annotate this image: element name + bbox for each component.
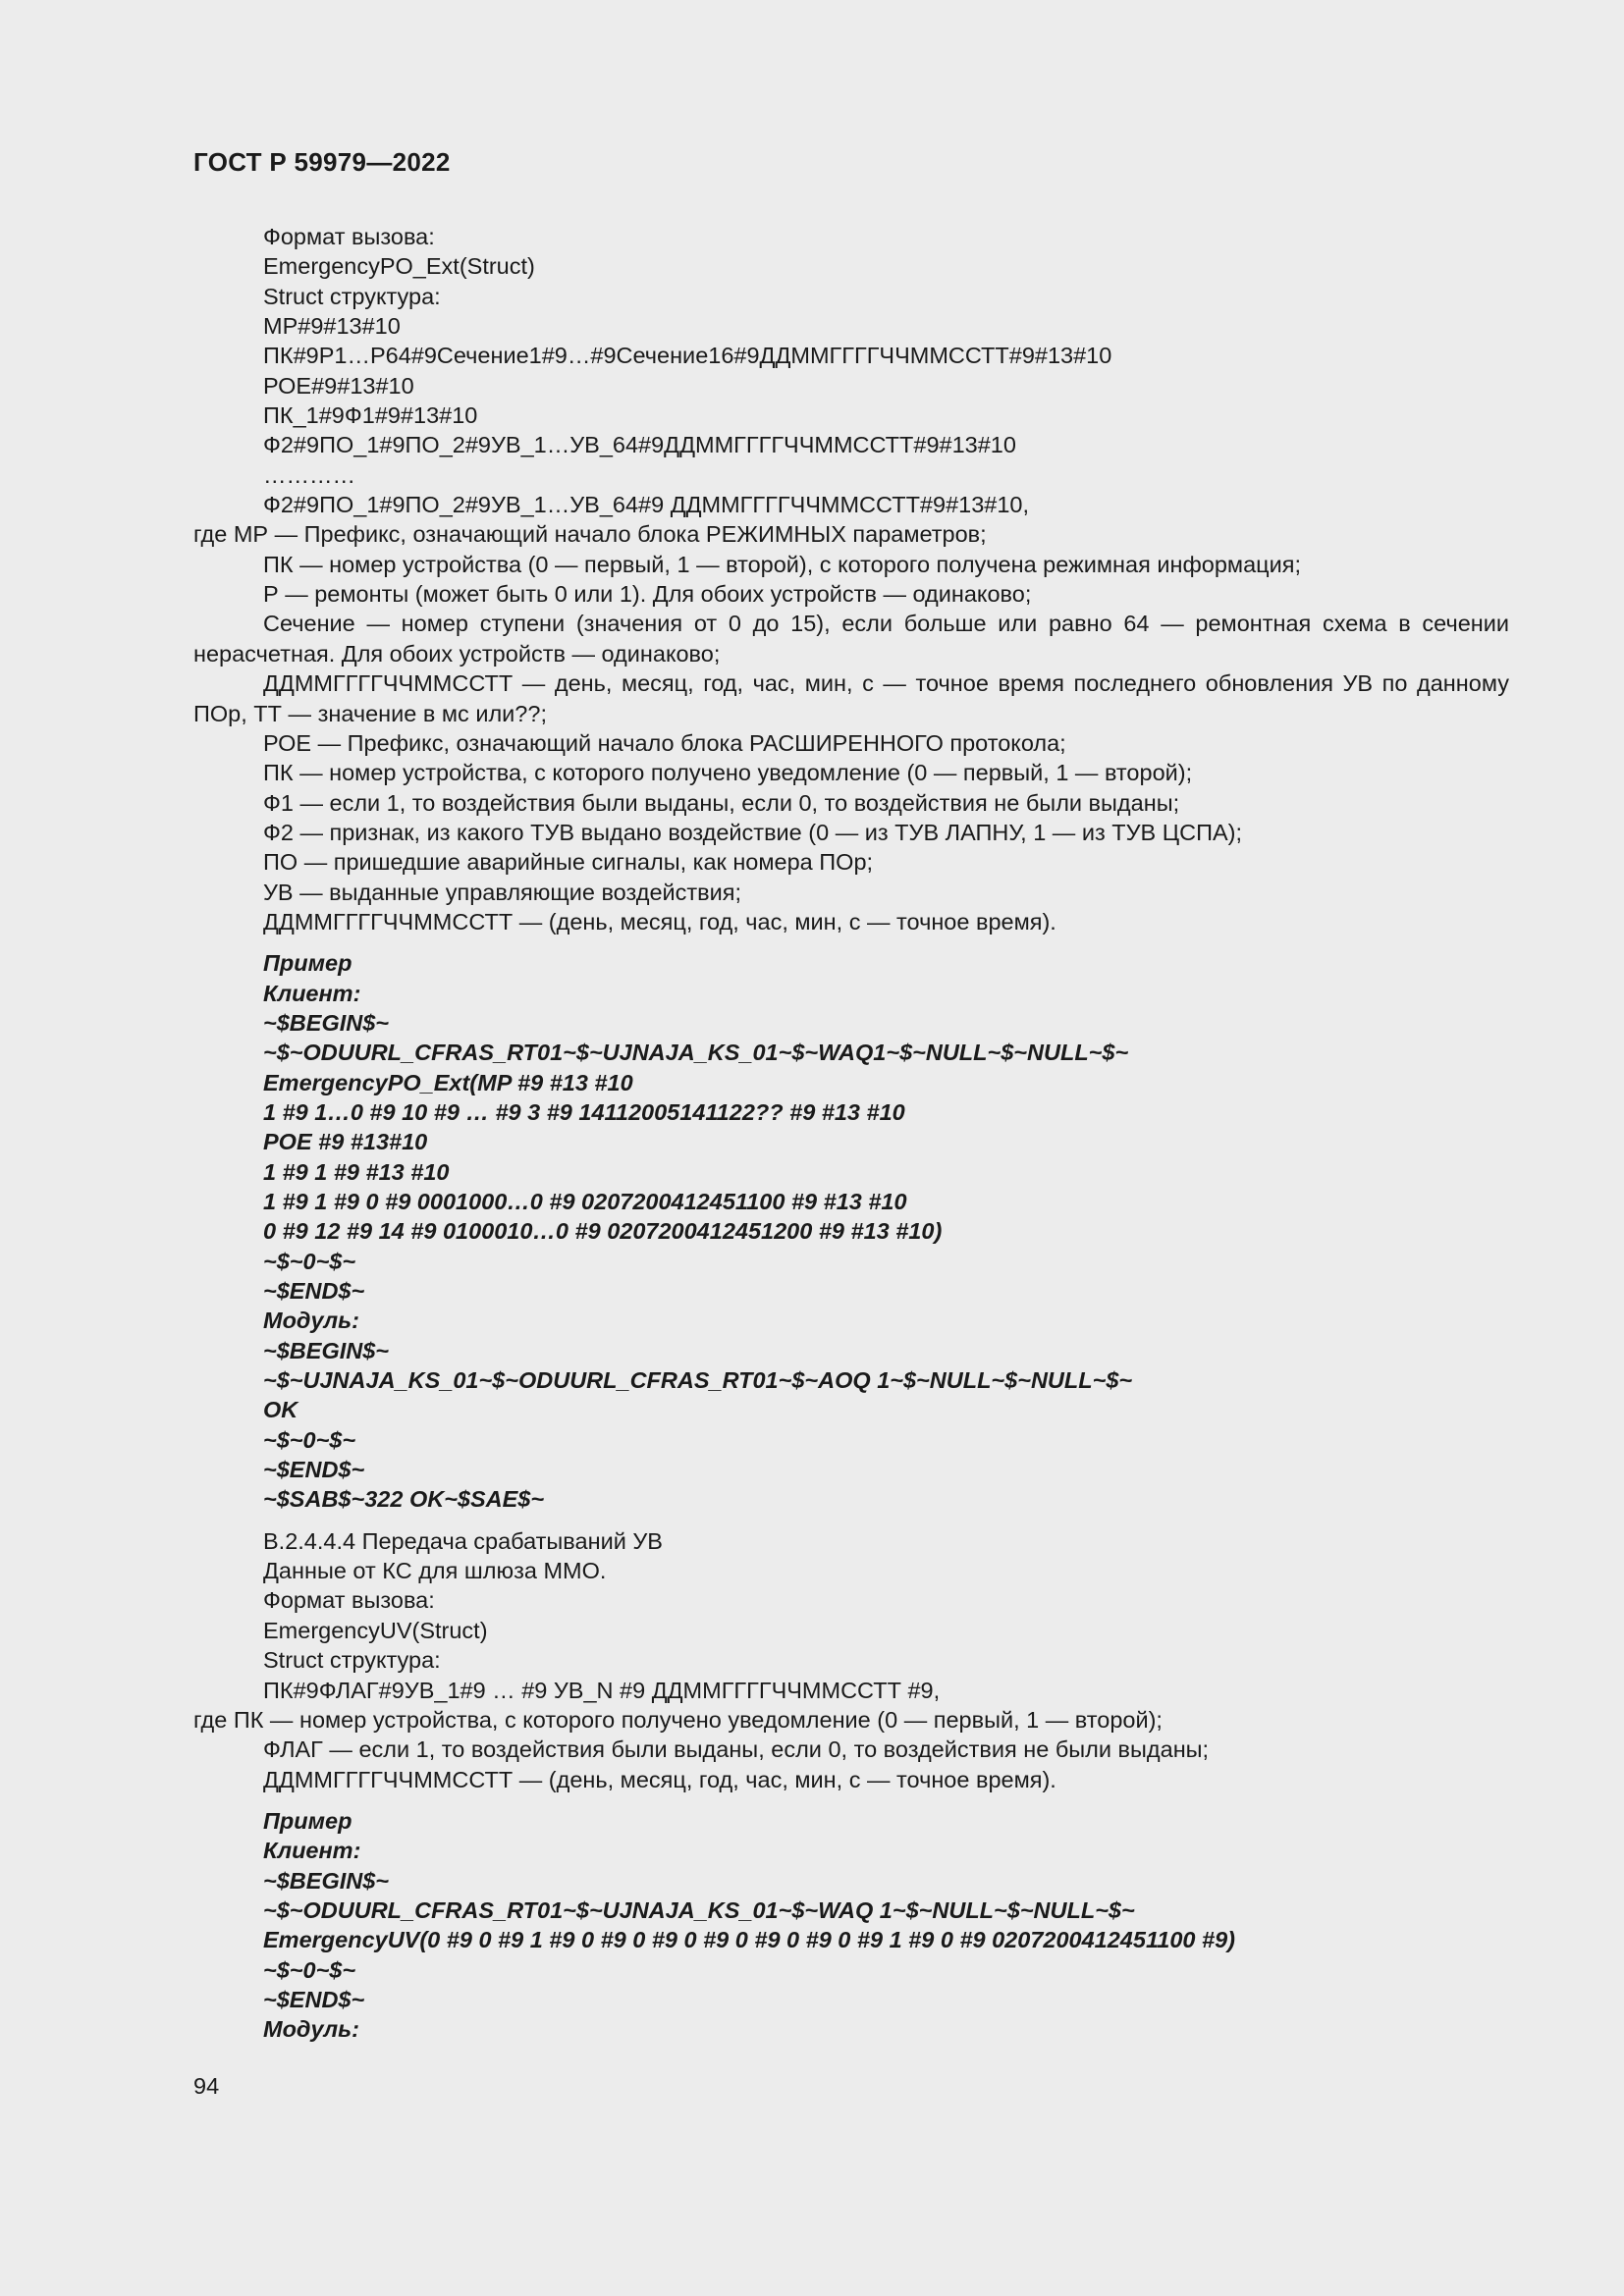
example-line: ~$END$~ [263, 1457, 365, 1483]
page-number: 94 [193, 2073, 220, 2099]
text-line: ПК#9Р1…Р64#9Сечение1#9…#9Сечение16#9ДДММГГГГЧЧММССТТ#9#13#10 [263, 343, 1112, 369]
definition-paragraph: ДДММГГГГЧЧММССТТ — день, месяц, год, час, мин, с — точное время последнего обновления УВ по данному ПОр, ТТ — значение в мс или??; [193, 670, 1509, 726]
example-line: Клиент: [263, 1838, 361, 1864]
example-line: ~$BEGIN$~ [263, 1337, 390, 1363]
definition-line: Р — ремонты (может быть 0 или 1). Для обоих устройств — одинаково; [263, 581, 1032, 608]
definition-paragraph: Сечение — номер ступени (значения от 0 до 15), если больше или равно 64 — ремонтная схема в сечении нерасчетная. Для обоих устройств — одинаково; [193, 611, 1509, 667]
example-line: OK [263, 1397, 298, 1423]
example-line: Модуль: [263, 1308, 359, 1334]
where-line: где ПК — номер устройства, с которого получено уведомление (0 — первый, 1 — второй); [193, 1706, 1163, 1733]
page-header-title: ГОСТ Р 59979—2022 [193, 147, 451, 177]
page-content [193, 222, 1509, 2045]
definition-line: ПО — пришедшие аварийные сигналы, как номера ПОр; [263, 849, 874, 876]
example-line: ~$~0~$~ [263, 1426, 356, 1453]
example-line: EmergencyPO_Ext(MP #9 #13 #10 [263, 1069, 633, 1095]
example-line: ~$SAB$~322 OK~$SAE$~ [263, 1486, 545, 1513]
section-heading: В.2.4.4.4 Передача срабатываний УВ [263, 1527, 663, 1554]
definition-line: ДДММГГГГЧЧММССТТ — (день, месяц, год, час, мин, с — точное время). [263, 908, 1056, 934]
example-line: Клиент: [263, 980, 361, 1006]
definition-line: ПК — номер устройства (0 — первый, 1 — второй), с которого получена режимная информация; [263, 551, 1301, 577]
example-line: 0 #9 12 #9 14 #9 0100010…0 #9 0207200412451200 #9 #13 #10) [263, 1218, 943, 1245]
text-line: EmergencyUV(Struct) [263, 1617, 488, 1643]
example-line: ~$END$~ [263, 1986, 365, 2012]
example-line: 1 #9 1 #9 0 #9 0001000…0 #9 0207200412451100 #9 #13 #10 [263, 1189, 907, 1214]
text-line: ПК_1#9Ф1#9#13#10 [263, 402, 478, 429]
definition-line: УВ — выданные управляющие воздействия; [263, 879, 742, 905]
definition-line: Ф2 — признак, из какого ТУВ выдано воздействие (0 — из ТУВ ЛАПНУ, 1 — из ТУВ ЦСПА); [263, 819, 1243, 845]
example-line: ~$~ODUURL_CFRAS_RT01~$~UJNAJA_KS_01~$~WAQ1~$~NULL~$~NULL~$~ [263, 1040, 1129, 1066]
text-line: Struct структура: [263, 283, 441, 309]
example-line: Пример [263, 1807, 352, 1834]
example-line: 1 #9 1 #9 #13 #10 [263, 1158, 450, 1185]
text-line: Struct структура: [263, 1647, 441, 1674]
example-line: POE #9 #13#10 [263, 1129, 428, 1155]
example-line: ~$BEGIN$~ [263, 1009, 390, 1036]
where-line: где МР — Префикс, означающий начало блока РЕЖИМНЫХ параметров; [193, 521, 987, 548]
text-line: РОЕ#9#13#10 [263, 372, 414, 399]
example-line: ~$~UJNAJA_KS_01~$~ODUURL_CFRAS_RT01~$~AOQ 1~$~NULL~$~NULL~$~ [263, 1367, 1133, 1394]
text-line: ………… [263, 461, 355, 488]
text-line: EmergencyPO_Ext(Struct) [263, 253, 535, 280]
text-line: Ф2#9ПО_1#9ПО_2#9УВ_1…УВ_64#9ДДММГГГГЧЧММССТТ#9#13#10 [263, 432, 1016, 458]
text-line: Ф2#9ПО_1#9ПО_2#9УВ_1…УВ_64#9 ДДММГГГГЧЧММССТТ#9#13#10, [263, 492, 1030, 518]
example-line: ~$BEGIN$~ [263, 1867, 390, 1894]
text-line: Формат вызова: [263, 1587, 435, 1614]
example-line: EmergencyUV(0 #9 0 #9 1 #9 0 #9 0 #9 0 #9 0 #9 0 #9 0 #9 1 #9 0 #9 0207200412451100 #9) [263, 1927, 1235, 1953]
definition-line: РОЕ — Префикс, означающий начало блока РАСШИРЕННОГО протокола; [263, 729, 1066, 756]
example-line: ~$END$~ [263, 1278, 365, 1305]
text-line: МР#9#13#10 [263, 313, 401, 340]
example-line: 1 #9 1…0 #9 10 #9 … #9 3 #9 14112005141122?? #9 #13 #10 [263, 1098, 905, 1125]
example-line: ~$~0~$~ [263, 1956, 356, 1983]
example-line: Модуль: [263, 2016, 359, 2043]
definition-line: ПК — номер устройства, с которого получено уведомление (0 — первый, 1 — второй); [263, 760, 1193, 786]
example-block-1 [193, 948, 1509, 1515]
definition-line: ДДММГГГГЧЧММССТТ — (день, месяц, год, час, мин, с — точное время). [263, 1766, 1056, 1792]
text-line: ПК#9ФЛАГ#9УВ_1#9 … #9 УВ_N #9 ДДММГГГГЧЧММССТТ #9, [263, 1677, 941, 1703]
example-line: ~$~ODUURL_CFRAS_RT01~$~UJNAJA_KS_01~$~WAQ 1~$~NULL~$~NULL~$~ [263, 1896, 1135, 1923]
section-b24444 [193, 1526, 1509, 1794]
example-block-2 [193, 1806, 1509, 2045]
definition-line: Ф1 — если 1, то воздействия были выданы, если 0, то воздействия не были выданы; [263, 789, 1180, 816]
example-line: Пример [263, 950, 352, 977]
definition-line: ФЛАГ — если 1, то воздействия были выданы, если 0, то воздействия не были выданы; [263, 1736, 1210, 1763]
text-line: Данные от КС для шлюза ММО. [263, 1558, 607, 1584]
call-format-block [193, 222, 1509, 519]
example-line: ~$~0~$~ [263, 1248, 356, 1274]
text-line: Формат вызова: [263, 224, 435, 249]
definitions-block [193, 519, 1509, 936]
